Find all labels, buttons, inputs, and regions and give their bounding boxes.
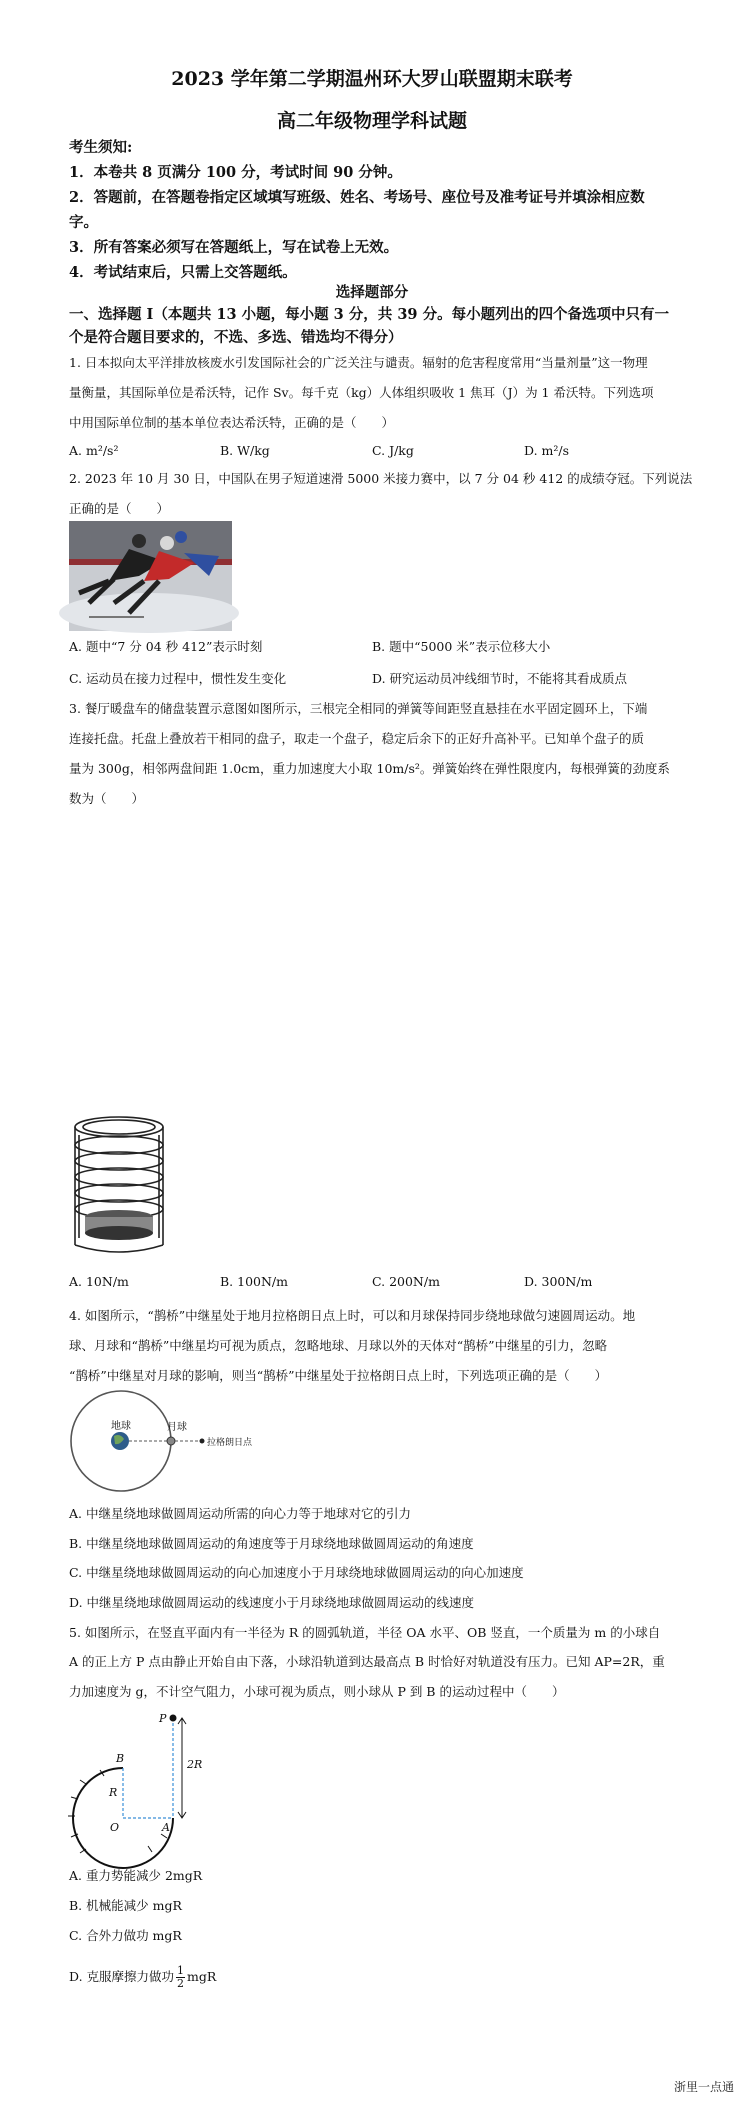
- q5-option-d-prefix: D. 克服摩擦力做功: [69, 1969, 175, 1984]
- label-O: O: [110, 1821, 120, 1834]
- q2-option-a: A. 题中“7 分 04 秒 412”表示时刻: [69, 639, 263, 654]
- label-A: A: [162, 1821, 170, 1834]
- q1-text: 1. 日本拟向太平洋排放核废水引发国际社会的广泛关注与谴责。辐射的危害程度常用“当量剂量”这一物理: [69, 355, 648, 370]
- q2-option-b: B. 题中“5000 米”表示位移大小: [372, 639, 551, 654]
- section-title: 选择题部分: [335, 284, 409, 301]
- label-P: P: [159, 1712, 167, 1725]
- note-item: 4．考试结束后，只需上交答题纸。: [69, 264, 297, 281]
- q4-option-d: D. 中继星绕地球做圆周运动的线速度小于月球绕地球做圆周运动的线速度: [69, 1595, 475, 1610]
- q5-option-d-suffix: mgR: [187, 1969, 217, 1984]
- label-R: R: [109, 1786, 118, 1799]
- q2-option-d: D. 研究运动员冲线细节时，不能将其看成质点: [372, 671, 628, 686]
- earth-label: 地球: [111, 1421, 131, 1432]
- q5-option-b: B. 机械能减少 mgR: [69, 1898, 182, 1913]
- q4-option-a: A. 中继星绕地球做圆周运动所需的向心力等于地球对它的引力: [69, 1506, 411, 1521]
- q3-option-a: A. 10N/m: [69, 1274, 129, 1289]
- q5-option-d: [69, 1965, 216, 1990]
- plate-warmer-spring-diagram: [69, 1113, 169, 1259]
- q1-text: 中用国际单位制的基本单位表达希沃特，正确的是（ ）: [69, 415, 395, 430]
- earth-moon-lagrange-diagram: [66, 1389, 266, 1493]
- lagrange-point-label: 拉格朗日点: [207, 1438, 253, 1448]
- q3-option-c: C. 200N/m: [372, 1274, 440, 1289]
- footer-watermark: 浙里一点通: [673, 2080, 734, 2094]
- q5-option-c: C. 合外力做功 mgR: [69, 1928, 182, 1943]
- note-item: 2．答题前，在答题卷指定区域填写班级、姓名、考场号、座位号及准考证号并填涂相应数: [69, 189, 645, 206]
- q3-text: 3. 餐厅暖盘车的储盘装置示意图如图所示，三根完全相同的弹簧等间距竖直悬挂在水平固定圆环上，下端: [69, 701, 648, 716]
- exam-title: 2023 学年第二学期温州环大罗山联盟期末联考: [171, 68, 573, 90]
- q4-text: 4. 如图所示，“鹊桥”中继星处于地月拉格朗日点上时，可以和月球保持同步绕地球做匀速圆周运动。地: [69, 1308, 636, 1323]
- q4-option-b: B. 中继星绕地球做圆周运动的角速度等于月球绕地球做圆周运动的角速度: [69, 1536, 474, 1551]
- note-item: 1．本卷共 8 页满分 100 分，考试时间 90 分钟。: [69, 164, 402, 181]
- q1-option-b: B. W/kg: [220, 443, 270, 458]
- q2-text: 正确的是（ ）: [69, 501, 170, 516]
- q3-option-d: D. 300N/m: [524, 1274, 593, 1289]
- exam-subtitle: 高二年级物理学科试题: [276, 110, 467, 132]
- speed-skating-photo: [69, 521, 232, 631]
- q2-text: 2. 2023 年 10 月 30 日，中国队在男子短道速滑 5000 米接力赛中，以 7 分 04 秒 412 的成绩夺冠。下列说法: [69, 471, 693, 486]
- part1-instructions: 一、选择题 I（本题共 13 小题，每小题 3 分，共 39 分。每小题列出的四个备选项中只有一: [69, 306, 670, 323]
- label-2R: 2R: [187, 1758, 203, 1771]
- circular-track-diagram: [66, 1704, 203, 1854]
- fraction-one-half: $\frac{1}{2}$: [177, 1964, 185, 1990]
- q1-option-a: A. m²/s²: [69, 443, 119, 458]
- q5-text: 力加速度为 g，不计空气阻力，小球可视为质点，则小球从 P 到 B 的运动过程中（ ）: [69, 1684, 565, 1699]
- notes-heading: 考生须知:: [69, 139, 133, 156]
- q3-text: 数为（ ）: [69, 791, 145, 806]
- q4-text: 球、月球和“鹊桥”中继星均可视为质点，忽略地球、月球以外的天体对“鹊桥”中继星的引力，忽略: [69, 1338, 608, 1353]
- moon-label: 月球: [167, 1422, 187, 1433]
- q3-text: 连接托盘。托盘上叠放若干相同的盘子，取走一个盘子，稳定后余下的正好升高补平。已知单个盘子的质: [69, 731, 645, 746]
- q1-option-d: D. m²/s: [524, 443, 570, 458]
- q4-text: “鹊桥”中继星对月球的影响，则当“鹊桥”中继星处于拉格朗日点上时，下列选项正确的是（ ）: [69, 1368, 608, 1383]
- q5-text: 5. 如图所示，在竖直平面内有一半径为 R 的圆弧轨道，半径 OA 水平、OB 竖直，一个质量为 m 的小球自: [69, 1625, 661, 1640]
- q1-option-c: C. J/kg: [372, 443, 414, 458]
- note-item: 字。: [69, 214, 98, 231]
- q1-text: 量衡量，其国际单位是希沃特，记作 Sv。每千克（kg）人体组织吸收 1 焦耳（J）为 1 希沃特。下列选项: [69, 385, 654, 400]
- q5-text: A 的正上方 P 点由静止开始自由下落，小球沿轨道到达最高点 B 时恰好对轨道没有压力。已知 AP=2R，重: [69, 1654, 665, 1669]
- part1-instructions-cont: 个是符合题目要求的，不选、多选、错选均不得分）: [69, 329, 403, 346]
- note-item: 3．所有答案必须写在答题纸上，写在试卷上无效。: [69, 239, 399, 256]
- q2-option-c: C. 运动员在接力过程中，惯性发生变化: [69, 671, 287, 686]
- q3-option-b: B. 100N/m: [220, 1274, 288, 1289]
- q4-option-c: C. 中继星绕地球做圆周运动的向心加速度小于月球绕地球做圆周运动的向心加速度: [69, 1565, 524, 1580]
- label-B: B: [116, 1752, 125, 1765]
- q3-text: 量为 300g，相邻两盘间距 1.0cm，重力加速度大小取 10m/s²。弹簧始终在弹性限度内，每根弹簧的劲度系: [69, 761, 670, 776]
- q5-option-a: A. 重力势能减少 2mgR: [69, 1868, 203, 1883]
